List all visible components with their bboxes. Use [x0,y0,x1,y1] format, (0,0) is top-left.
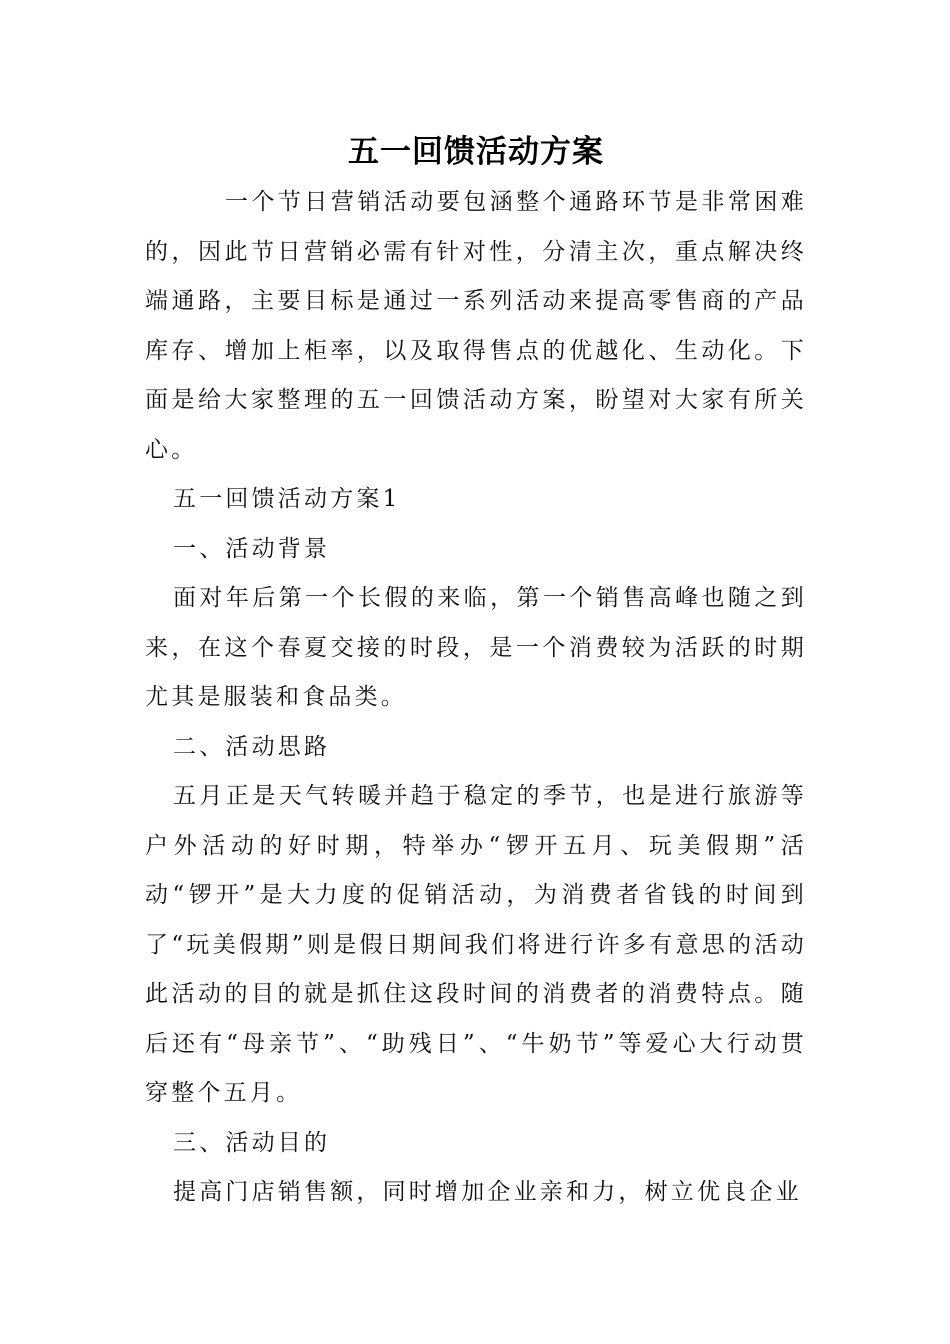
section-body-approach: 五月正是天气转暖并趋于稳定的季节，也是进行旅游等户外活动的好时期，特举办“锣开五月、玩美假期”活动“锣开”是大力度的促销活动，为消费者省钱的时间到了“玩美假期”则是假日期间我们将进行许多有意思的活动此活动的目的就是抓住这段时间的消费者的消费特点。随后还有“母亲节”、“助残日”、“牛奶节”等爱心大行动贯穿整个五月。 [145,783,807,1106]
section-body-purpose: 提高门店销售额，同时增加企业亲和力，树立优良企业 [173,1179,802,1205]
section-heading-approach: 二、活动思路 [173,733,331,760]
plan-title: 五一回馈活动方案1 [173,486,401,512]
intro-paragraph: 一个节日营销活动要包涵整个通路环节是非常困难的，因此节日营销必需有针对性，分清主次，重点解决终端通路，主要目标是通过一系列活动来提高零售商的产品库存、增加上柜率，以及取得售点的优越化、生动化。下面是给大家整理的五一回馈活动方案，盼望对大家有所关心。 [145,189,807,463]
document-page [145,126,807,1218]
section-body-background: 面对年后第一个长假的来临，第一个销售高峰也随之到来，在这个春夏交接的时段，是一个消费较为活跃的时期尤其是服装和食品类。 [145,585,807,710]
section-heading-background: 一、活动背景 [173,535,331,562]
section-heading-purpose: 三、活动目的 [173,1129,331,1156]
document-title: 五一回馈活动方案 [348,134,604,170]
